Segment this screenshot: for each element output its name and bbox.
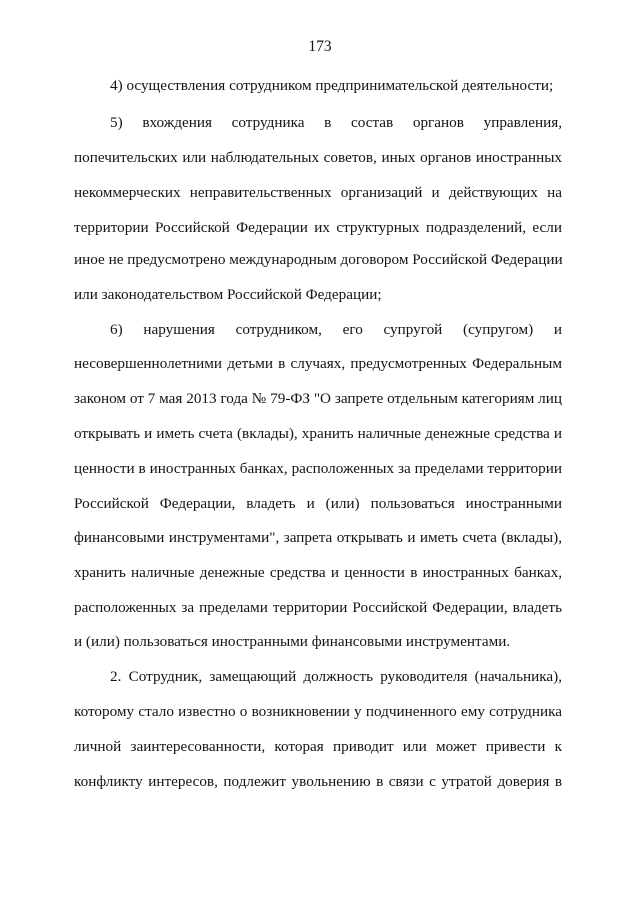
text-line: несовершеннолетними детьми в случаях, предусмотренных Федеральным	[74, 355, 562, 372]
text-line: некоммерческих неправительственных организаций и действующих на	[74, 184, 562, 201]
text-line: открывать и иметь счета (вклады), хранить наличные денежные средства и	[74, 425, 562, 442]
text-line: которому стало известно о возникновении у подчиненного ему сотрудника	[74, 703, 562, 720]
page-number: 173	[308, 38, 332, 55]
text-line-paragraph-2-start: 2. Сотрудник, замещающий должность руководителя (начальника),	[110, 668, 562, 685]
text-line: финансовыми инструментами", запрета открывать и иметь счета (вклады),	[74, 529, 562, 546]
text-line: территории Российской Федерации их структурных подразделений, если	[74, 219, 562, 236]
text-line: Российской Федерации, владеть и (или) пользоваться иностранными	[74, 495, 562, 512]
text-line-item-5-start: 5) вхождения сотрудника в состав органов управления,	[110, 114, 562, 131]
text-line: конфликту интересов, подлежит увольнению в связи с утратой доверия в	[74, 773, 562, 790]
text-line: расположенных за пределами территории Российской Федерации, владеть	[74, 599, 562, 616]
text-line-item-6-start: 6) нарушения сотрудником, его супругой (супругом) и	[110, 321, 562, 338]
text-line: личной заинтересованности, которая приводит или может привести к	[74, 738, 562, 755]
text-line: или законодательством Российской Федерации;	[74, 286, 382, 303]
text-line: хранить наличные денежные средства и ценности в иностранных банках,	[74, 564, 562, 581]
text-line: попечительских или наблюдательных советов, иных органов иностранных	[74, 149, 562, 166]
text-line: законом от 7 мая 2013 года № 79-ФЗ "О запрете отдельным категориям лиц	[74, 390, 562, 407]
text-line-item-4: 4) осуществления сотрудником предпринимательской деятельности;	[110, 77, 554, 94]
text-line: иное не предусмотрено международным договором Российской Федерации	[74, 251, 563, 268]
text-line: и (или) пользоваться иностранными финансовыми инструментами.	[74, 633, 511, 650]
text-line: ценности в иностранных банках, расположенных за пределами территории	[74, 460, 562, 477]
